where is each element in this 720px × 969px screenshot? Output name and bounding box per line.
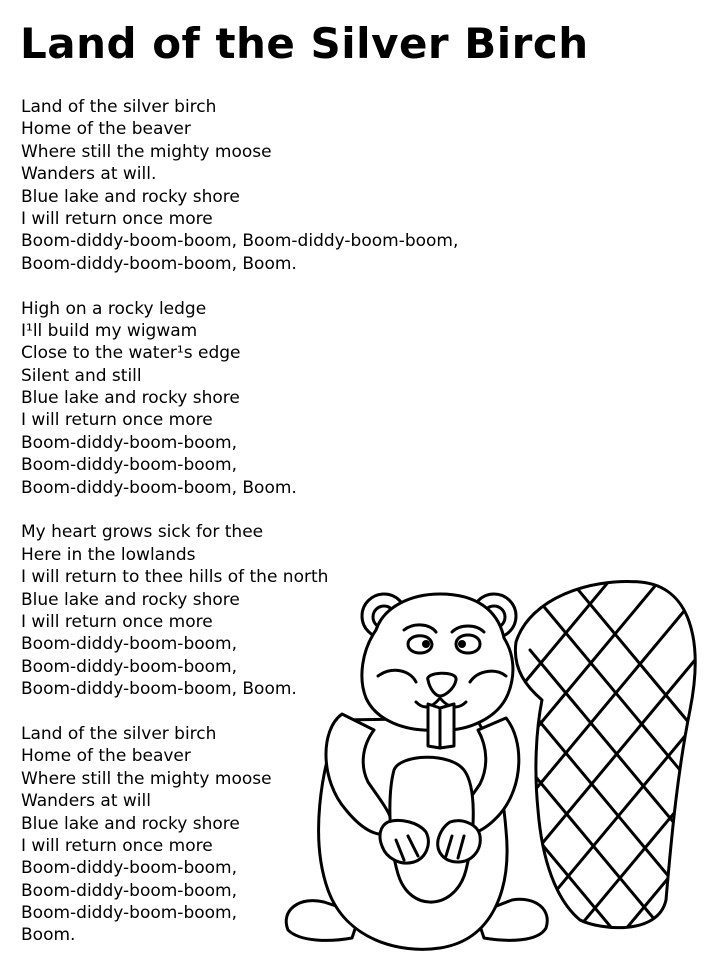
- lyric-line: I¹ll build my wigwam: [21, 320, 198, 341]
- lyric-line: Home of the beaver: [21, 119, 191, 140]
- lyric-line: Blue lake and rocky shore: [21, 589, 240, 610]
- lyric-line: Wanders at will.: [21, 164, 157, 185]
- lyric-line: Boom-diddy-boom-boom, Boom.: [21, 477, 297, 498]
- verse-2: [21, 298, 401, 500]
- lyric-line: Home of the beaver: [21, 746, 191, 767]
- lyric-line: I will return once more: [21, 410, 213, 431]
- lyric-line: Boom-diddy-boom-boom,: [21, 634, 237, 655]
- lyric-line: High on a rocky ledge: [21, 298, 207, 319]
- beaver-icon: [280, 570, 720, 960]
- lyric-line: My heart grows sick for thee: [21, 522, 264, 543]
- lyric-line: I will return once more: [21, 835, 213, 856]
- lyric-line: Boom-diddy-boom-boom,: [21, 656, 237, 677]
- lyric-line: Land of the silver birch: [21, 97, 217, 117]
- lyric-line: I will return to thee hills of the north: [21, 567, 329, 588]
- lyric-line: Blue lake and rocky shore: [21, 813, 240, 834]
- lyric-line: Where still the mighty moose: [21, 141, 272, 162]
- song-title: Land of the Silver Birch: [20, 19, 589, 68]
- lyric-line: Boom.: [21, 925, 76, 946]
- lyric-line: Boom-diddy-boom-boom, Boom-diddy-boom-boom,: [21, 231, 459, 252]
- lyric-line: Blue lake and rocky shore: [21, 388, 240, 409]
- lyric-line: Boom-diddy-boom-boom, Boom.: [21, 679, 297, 700]
- lyric-line: Boom-diddy-boom-boom,: [21, 432, 237, 453]
- lyric-line: Where still the mighty moose: [21, 768, 272, 789]
- verse-1: [21, 96, 459, 275]
- lyric-line: Silent and still: [21, 365, 142, 386]
- lyric-line: Here in the lowlands: [21, 544, 196, 565]
- lyric-line: Boom-diddy-boom-boom,: [21, 880, 237, 901]
- lyric-line: Boom-diddy-boom-boom,: [21, 903, 237, 924]
- lyric-line: I will return once more: [21, 611, 213, 632]
- lyric-line: Close to the water¹s edge: [21, 343, 241, 364]
- lyric-line: Boom-diddy-boom-boom,: [21, 455, 237, 476]
- lyric-line: Boom-diddy-boom-boom, Boom.: [21, 253, 297, 274]
- lyric-line: Blue lake and rocky shore: [21, 186, 240, 207]
- lyric-line: Wanders at will: [21, 791, 151, 812]
- lyric-line: I will return once more: [21, 208, 213, 229]
- lyric-line: Boom-diddy-boom-boom,: [21, 858, 237, 879]
- lyric-line: Land of the silver birch: [21, 723, 217, 744]
